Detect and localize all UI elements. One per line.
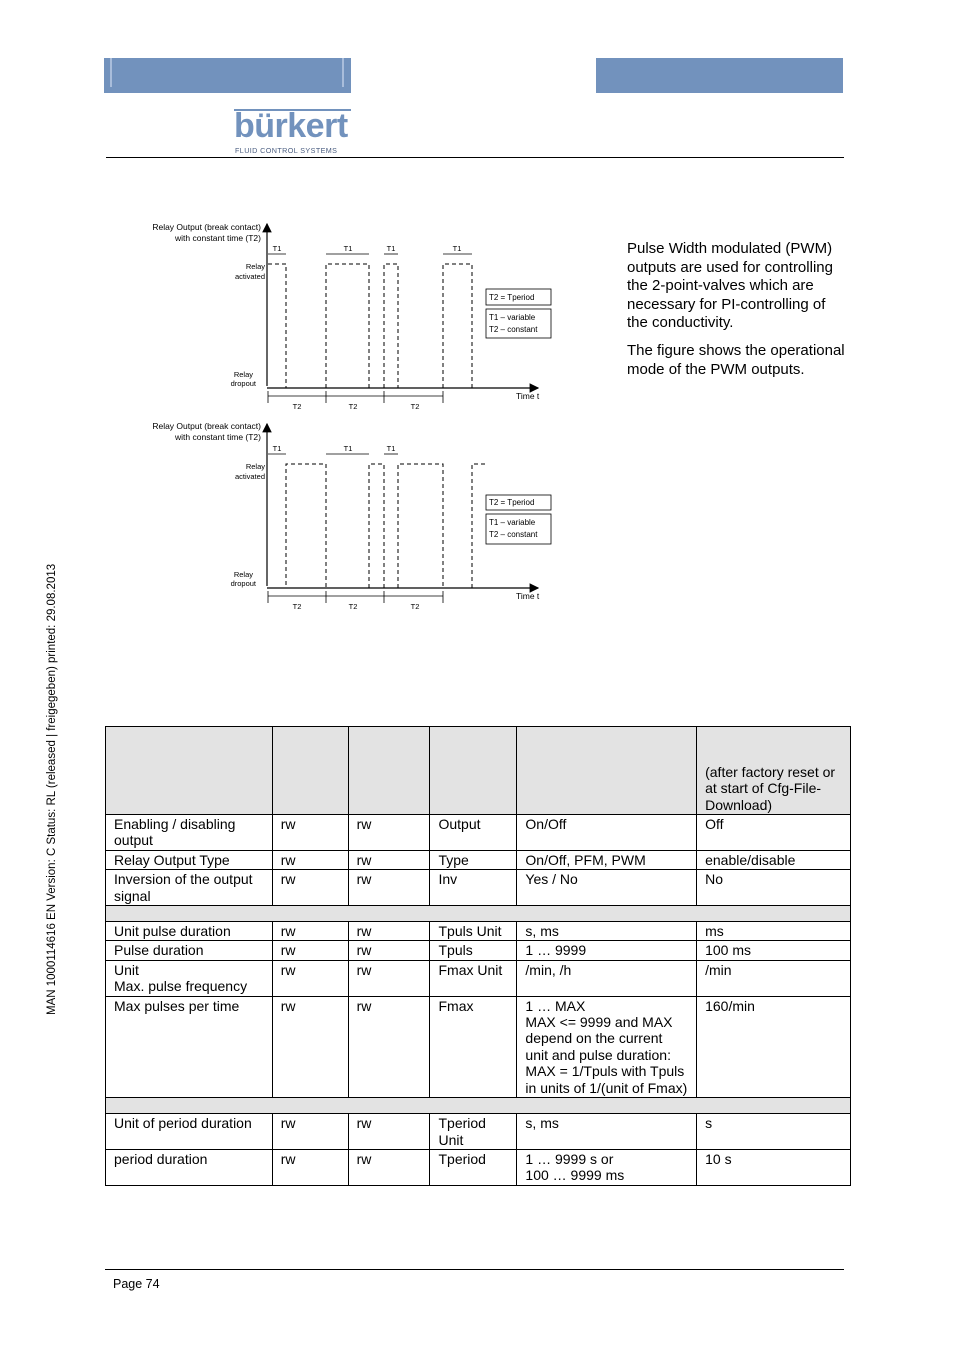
relay-activated-label-1: Relay (245, 262, 265, 271)
relay-activated-label-2: activated (234, 272, 265, 281)
legend2-period: T2 = Tperiod (489, 498, 535, 507)
table-cell: Tpuls Unit (430, 922, 517, 941)
pwm-description (627, 240, 849, 388)
document-status-sidebar: MAN 1000114616 EN Version: C Status: RL (released | freigegeben) printed: 29.08.2013 (46, 563, 58, 1015)
page-number: Page 74 (113, 1277, 160, 1291)
burkert-logo (234, 106, 351, 156)
table-cell: Tperiod (430, 1149, 517, 1185)
pwm-parameter-table (105, 726, 851, 1186)
t1-label-2: T1 (343, 244, 353, 253)
table-cell: rw (272, 960, 348, 996)
table-cell: rw (348, 870, 430, 906)
table-row (106, 815, 851, 851)
table-cell: ms (697, 922, 851, 941)
table-cell: No (697, 870, 851, 906)
table-cell: Pulse duration (106, 941, 273, 960)
table-section-divider (106, 906, 851, 922)
table-cell: Unit of period duration (106, 1114, 273, 1150)
table-cell: /min, /h (517, 960, 697, 996)
table-header-row (106, 727, 851, 815)
table-cell: Tpuls (430, 941, 517, 960)
table-row (106, 996, 851, 1097)
table-row (106, 850, 851, 869)
table-group-general (106, 815, 851, 906)
relay2-activated-label-2: activated (234, 472, 265, 481)
table-cell: 100 ms (697, 941, 851, 960)
table-cell: Fmax (430, 996, 517, 1097)
table-cell: rw (272, 1114, 348, 1150)
table-cell: rw (348, 996, 430, 1097)
table-section-divider (106, 1098, 851, 1114)
table-cell: Relay Output Type (106, 850, 273, 869)
table-row (106, 1149, 851, 1185)
t2b-label-2: T2 (348, 602, 358, 611)
t1-label-1: T1 (272, 244, 282, 253)
header-band-right (596, 58, 843, 93)
diagram2-title-line1: Relay Output (break contact) (152, 421, 261, 431)
table-cell: rw (272, 922, 348, 941)
table-cell: Inversion of the output signal (106, 870, 273, 906)
table-row (106, 960, 851, 996)
table-cell: s (697, 1114, 851, 1150)
table-cell: Inv (430, 870, 517, 906)
t2b-label-1: T2 (292, 602, 302, 611)
table-cell: Unit Max. pulse frequency (106, 960, 273, 996)
t1b-label-3: T1 (386, 444, 396, 453)
t1b-label-1: T1 (272, 444, 282, 453)
table-cell: On/Off, PFM, PWM (517, 850, 697, 869)
table-row (106, 922, 851, 941)
diagram-title-line2: with constant time (T2) (175, 233, 261, 243)
pwm-description-p1: Pulse Width modulated (PWM) outputs are used for controlling the 2-point-valves which are necessary for PI-controlling of the conductivity. (627, 240, 833, 332)
t1-label-4: T1 (452, 244, 462, 253)
table-cell: Yes / No (517, 870, 697, 906)
diagram2-title-line2: with constant time (T2) (175, 432, 261, 442)
t2b-label-3: T2 (410, 602, 420, 611)
logo-subtitle: FLUID CONTROL SYSTEMS (235, 146, 338, 155)
t2-label-1: T2 (292, 402, 302, 411)
table-cell: Unit pulse duration (106, 922, 273, 941)
table-cell: rw (272, 1149, 348, 1185)
legend2-variable: T1 – variable (489, 518, 536, 527)
table-cell: Off (697, 815, 851, 851)
default-value-header: (after factory reset or at start of Cfg-File-Download) (697, 727, 851, 815)
relay-dropout-label-2: dropout (230, 379, 256, 388)
table-cell: enable/disable (697, 850, 851, 869)
table-cell: rw (348, 922, 430, 941)
t1-label-3: T1 (386, 244, 396, 253)
table-cell: rw (348, 850, 430, 869)
diagram-title-line1: Relay Output (break contact) (152, 222, 261, 232)
table-cell: rw (348, 941, 430, 960)
pwm-diagram-top-svg (120, 218, 560, 418)
header-band-left (104, 58, 351, 93)
header-band-left-notch-a (110, 58, 112, 87)
relay2-dropout-label-1: Relay (233, 570, 253, 579)
table-cell: Type (430, 850, 517, 869)
table-row (106, 1114, 851, 1150)
table-cell: rw (348, 1114, 430, 1150)
table-row (106, 941, 851, 960)
table-group-pulse (106, 922, 851, 1098)
table-cell: On/Off (517, 815, 697, 851)
table-cell: /min (697, 960, 851, 996)
table-cell: rw (348, 815, 430, 851)
time-axis-label: Time t (516, 391, 540, 401)
table-cell: 1 … MAX MAX <= 9999 and MAX depend on the current unit and pulse duration: MAX = 1/Tpuls with Tpuls in units of 1/(unit of Fmax) (517, 996, 697, 1097)
table-cell: Enabling / disabling output (106, 815, 273, 851)
logo-wordmark: bürkert (234, 107, 348, 145)
table-cell: s, ms (517, 922, 697, 941)
table-cell: rw (272, 815, 348, 851)
relay2-dropout-label-2: dropout (230, 579, 256, 588)
legend-variable: T1 – variable (489, 313, 536, 322)
table-cell: rw (348, 960, 430, 996)
table-cell: rw (272, 850, 348, 869)
table-cell: period duration (106, 1149, 273, 1185)
relay2-activated-label-1: Relay (245, 462, 265, 471)
footer-rule (105, 1269, 844, 1270)
table-cell: rw (348, 1149, 430, 1185)
table-cell: 1 … 9999 s or 100 … 9999 ms (517, 1149, 697, 1185)
table-cell: rw (272, 996, 348, 1097)
legend-constant: T2 – constant (489, 325, 538, 334)
table-group-period (106, 1114, 851, 1186)
time2-axis-label: Time t (516, 591, 540, 601)
pwm-diagram-bottom (120, 418, 560, 623)
pwm-description-p2: The figure shows the operational mode of the PWM outputs. (627, 341, 845, 378)
table-cell: 10 s (697, 1149, 851, 1185)
table-cell: rw (272, 870, 348, 906)
legend2-constant: T2 – constant (489, 530, 538, 539)
table-cell: Max pulses per time (106, 996, 273, 1097)
legend-period: T2 = Tperiod (489, 293, 535, 302)
pwm-diagram-bottom-svg (120, 418, 560, 618)
table-row (106, 870, 851, 906)
table-cell: Output (430, 815, 517, 851)
table-cell: 160/min (697, 996, 851, 1097)
header-rule (106, 157, 844, 158)
table-cell: 1 … 9999 (517, 941, 697, 960)
relay-dropout-label-1: Relay (233, 370, 253, 379)
t2-label-3: T2 (410, 402, 420, 411)
t1b-label-2: T1 (343, 444, 353, 453)
table-cell: Fmax Unit (430, 960, 517, 996)
table-cell: rw (272, 941, 348, 960)
pwm-diagram-top (120, 218, 560, 423)
table-cell: Tperiod Unit (430, 1114, 517, 1150)
t2-label-2: T2 (348, 402, 358, 411)
header-band-left-notch-b (342, 58, 344, 87)
table-cell: s, ms (517, 1114, 697, 1150)
